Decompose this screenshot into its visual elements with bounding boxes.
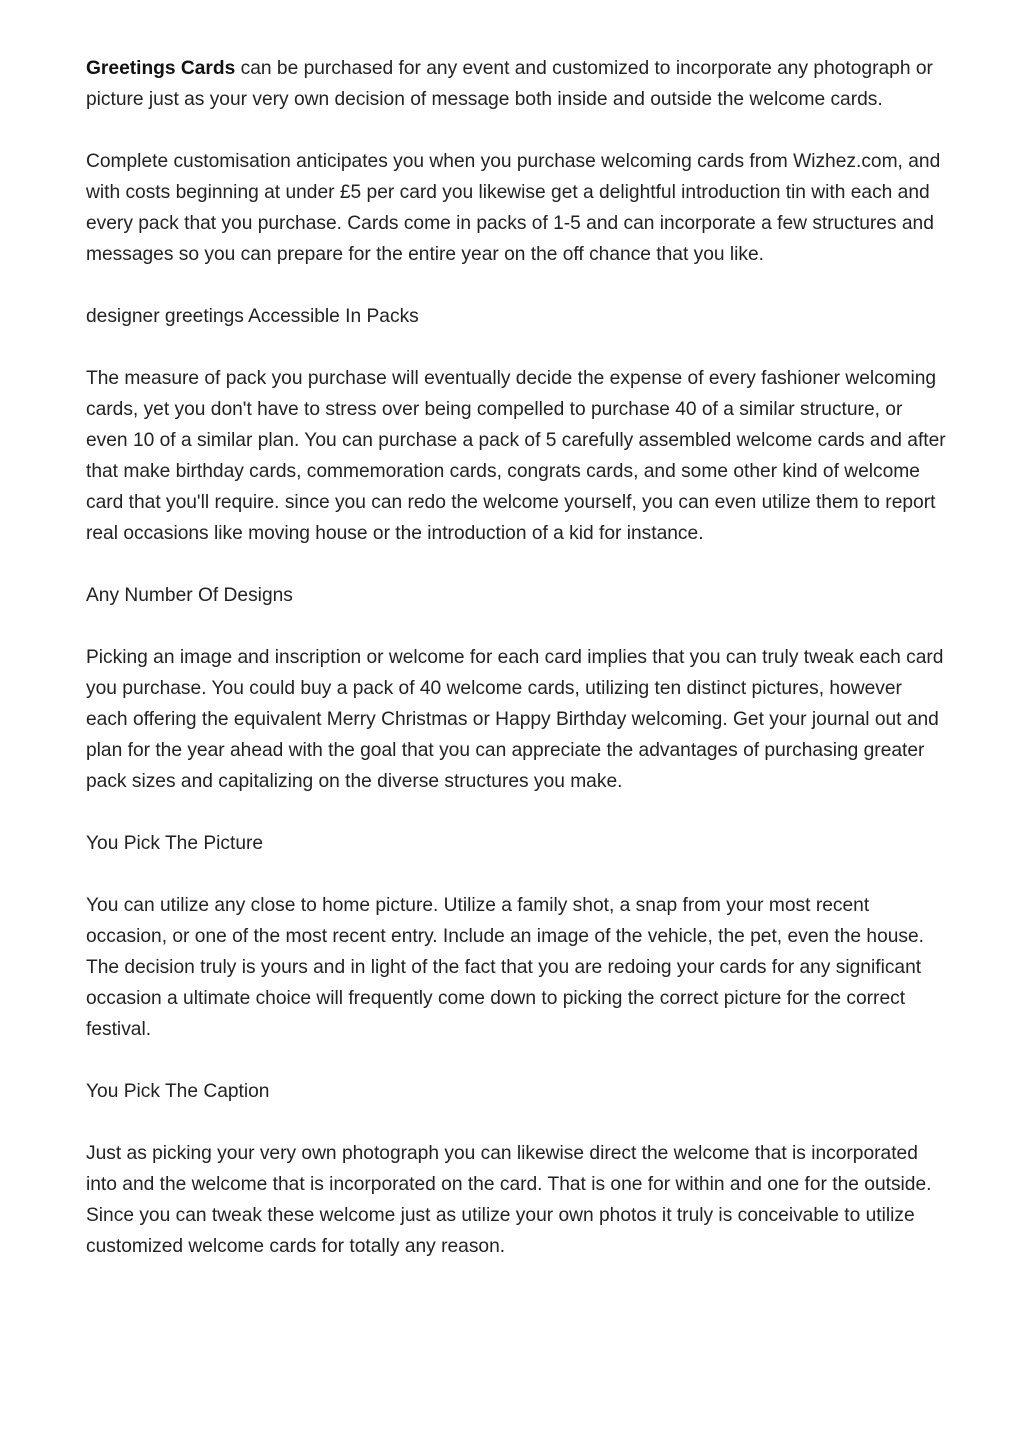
section-heading-caption: You Pick The Caption [86, 1081, 270, 1102]
intro-paragraph [86, 53, 946, 115]
designs-paragraph: Picking an image and inscription or welcome for each card implies that you can truly tweak each card you purchase. You could buy a pack of 40 welcome cards, utilizing ten distinct pictures, however each offering the equivalent Merry Christmas or Happy Birthday welcoming. Get your journal out and plan for the year ahead with the goal that you can appreciate the advantages of purchasing greater pack sizes and capitalizing on the diverse structures you make. [86, 647, 944, 792]
intro-bold-lead: Greetings Cards [86, 58, 236, 79]
caption-paragraph: Just as picking your very own photograph you can likewise direct the welcome that is incorporated into and the welcome that is incorporated on the card. That is one for within and one for the outside. Since you can tweak these welcome just as utilize your own photos it truly is conceivable to utilize customized welcome cards for totally any reason. [86, 1143, 932, 1257]
section-heading-picture: You Pick The Picture [86, 833, 264, 854]
section-heading-packs: designer greetings Accessible In Packs [86, 306, 419, 327]
packs-paragraph: The measure of pack you purchase will eventually decide the expense of every fashioner welcoming cards, yet you don't have to stress over being compelled to purchase 40 of a similar structure, or even 10 of a similar plan. You can purchase a pack of 5 carefully assembled welcome cards and after that make birthday cards, commemoration cards, congrats cards, and some other kind of welcome card that you'll require. since you can redo the welcome yourself, you can even utilize them to report real occasions like moving house or the introduction of a kid for instance. [86, 368, 946, 544]
section-heading-designs: Any Number Of Designs [86, 585, 293, 606]
document-body [86, 53, 946, 1293]
customisation-paragraph: Complete customisation anticipates you when you purchase welcoming cards from Wizhez.com, and with costs beginning at under £5 per card you likewise get a delightful introduction tin with each and every pack that you purchase. Cards come in packs of 1-5 and can incorporate a few structures and messages so you can prepare for the entire year on the off chance that you like. [86, 151, 941, 265]
picture-paragraph: You can utilize any close to home picture. Utilize a family shot, a snap from your most recent occasion, or one of the most recent entry. Include an image of the vehicle, the pet, even the house. The decision truly is yours and in light of the fact that you are redoing your cards for any significant occasion a ultimate choice will frequently come down to picking the correct picture for the correct festival. [86, 895, 925, 1040]
intro-text: can be purchased for any event and customized to incorporate any photograph or picture just as your very own decision of message both inside and outside the welcome cards. [86, 58, 933, 110]
